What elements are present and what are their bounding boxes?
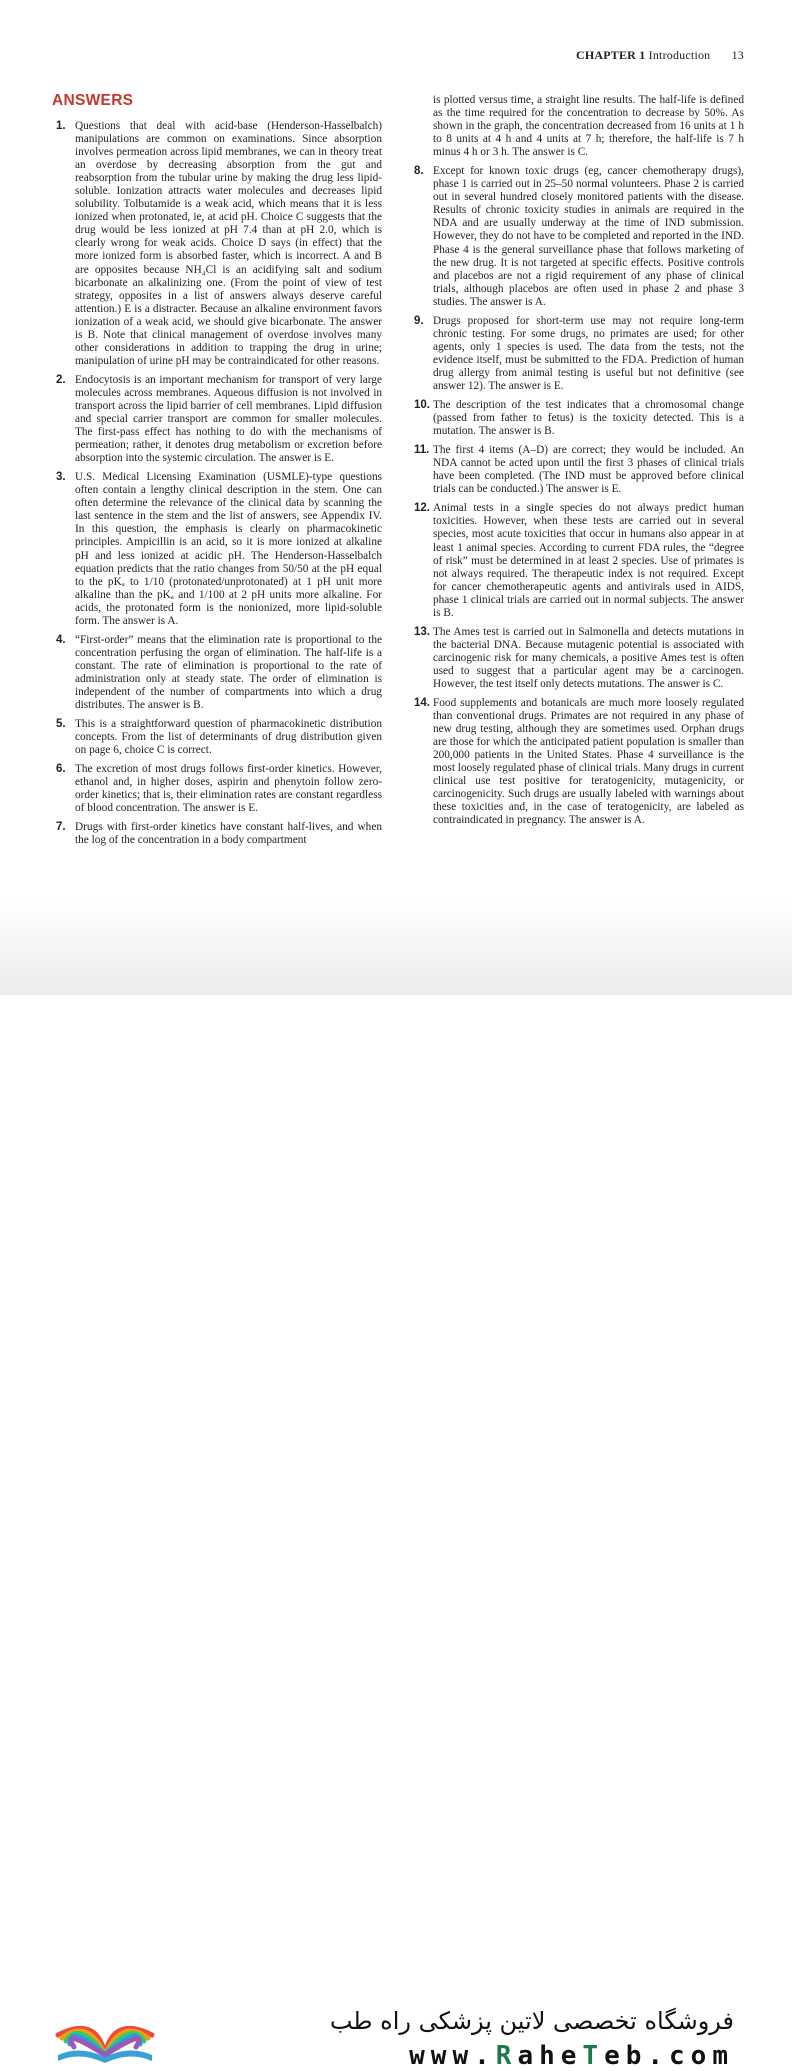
answer-text: Animal tests in a single species do not always predict human toxicities. However, when these tests are carried out in several species, most acute toxicities that occur in humans also appear in at least 1 animal species. According to current FDA rules, the “degree of risk” must be determined in at least 2 species. Use of primates is not always required. The therapeutic index is not required. Except for cancer chemotherapeutic agents and antivirals used in AIDS, phase 1 clinical trials are carried out in normal subjects. The answer is B. bbox=[433, 502, 744, 619]
url-suffix: .com bbox=[647, 2041, 734, 2071]
answer-number: 4. bbox=[56, 633, 66, 646]
page-number: 13 bbox=[731, 48, 744, 62]
url-letter-r: R bbox=[495, 2041, 518, 2071]
answer-text: This is a straightforward question of pharmacokinetic distribution concepts. From the list of determinants of drug distribution given on page 6, choice C is correct. bbox=[75, 718, 382, 757]
answer-text: Drugs proposed for short-term use may not require long-term chronic testing. For some drugs, no primates are used; for other agents, only 1 species is used. The data from the tests, not the evidence itself, must be submitted to the FDA. Prediction of human drug allergy from animal testing is useful but not definitive (see answer 12). The answer is E. bbox=[433, 314, 744, 392]
right-column bbox=[414, 94, 744, 833]
answer-text: Food supplements and botanicals are much more loosely regulated than conventional drugs. Primates are not required in any phase of new drug testing, although they are sometimes used. Orphan drugs are those for which the anticipated patient population is smaller than 200,000 patients in the United States. Phase 4 surveillance is the most loosely regulated phase of clinical trials. Many drugs in current clinical use test positive for teratogenicity, mutagenicity, or carcinogenicity. Such drugs are usually labeled with warnings about these toxicities and, in the case of teratogenicity, are labeled as contraindicated in pregnancy. The answer is A. bbox=[433, 697, 744, 827]
answer-number: 6. bbox=[56, 763, 66, 776]
answer-text: “First-order” means that the elimination rate is proportional to the concentration perfusing the organ of elimination. The half-life is a constant. The rate of elimination is proportional to the rate of administration only at steady state. The order of elimination is independent of the number of compartments into which a drug distributes. The answer is B. bbox=[75, 633, 382, 712]
answer-number: 7. bbox=[56, 821, 66, 834]
answer-text: The Ames test is carried out in Salmonella and detects mutations in the bacterial DNA. Because mutagenic potential is associated with carcinogenic risk for many chemicals, a positive Ames test is often used to suggest that a particular agent may be a carcinogen. However, the test itself only detects mutations. The answer is C. bbox=[433, 625, 744, 690]
answer-item bbox=[414, 444, 744, 496]
answer-text: The excretion of most drugs follows first-order kinetics. However, ethanol and, in higher doses, aspirin and phenytoin follow zero-order kinetics; that is, their elimination rates are constant regardless of blood concentration. The answer is E. bbox=[75, 763, 382, 815]
open-book-logo-icon bbox=[50, 2005, 160, 2067]
url-part-ahe: ahe bbox=[517, 2041, 583, 2071]
answer-number: 10. bbox=[414, 399, 430, 412]
answer-item bbox=[414, 315, 744, 393]
answer-number: 3. bbox=[56, 471, 66, 484]
answer-item bbox=[56, 821, 382, 847]
answer-number: 11. bbox=[414, 444, 430, 457]
answer-item bbox=[56, 718, 382, 757]
answer-text: The first 4 items (A–D) are correct; they would be included. An NDA cannot be acted upon until the first 3 phases of clinical trials have been completed. (The IND must be approved before clinical trials can be conducted.) The answer is E. bbox=[433, 444, 744, 496]
left-column bbox=[56, 120, 382, 853]
answer-number: 13. bbox=[414, 625, 430, 638]
answer-text: The description of the test indicates that a chromosomal change (passed from father to fetus) is the toxicity detected. This is a mutation. The answer is B. bbox=[433, 399, 744, 438]
book-page bbox=[0, 0, 792, 995]
answer-text: Questions that deal with acid-base (Henderson-Hasselbalch) manipulations are common on examinations. Since absorption involves permeation across lipid membranes, we can in theory treat an overdose by decreasing absorption from the gut and reabsorption from the tubular urine by making the drug less lipid-soluble. Ionization attracts water molecules and decreases lipid solubility. Tolbutamide is a weak acid, which means that it is less ionized when protonated, ie, at acid pH. Choice C suggests that the drug would be less ionized at pH 7.4 than at pH 2.0, which is clearly wrong for weak acids. Choice D says (in effect) that the more ionized form is absorbed faster, which is incorrect. A and B are opposites because NH₄Cl is an acidifying salt and sodium bicarbonate an alkalinizing one. (From the point of view of test strategy, opposites in a list of answers always deserve careful attention.) E is a distracter. Because an alkaline environment favors ionization of a weak acid, we should give bicarbonate. The answer is B. Note that clinical management of overdose involves many other considerations in addition to trapping the drug in urine; manipulation of urine pH may be contraindicated for other reasons. bbox=[75, 120, 382, 367]
section-label: Introduction bbox=[648, 48, 711, 62]
answer-number: 12. bbox=[414, 502, 430, 515]
answer-item bbox=[414, 165, 744, 309]
answer-number: 8. bbox=[414, 165, 424, 178]
url-letter-t: T bbox=[582, 2041, 605, 2071]
page-bottom-shadow bbox=[0, 900, 792, 995]
answer-item bbox=[56, 374, 382, 465]
store-name: فروشگاه تخصصی لاتین پزشکی راه طب bbox=[329, 2007, 734, 2035]
answer-item bbox=[56, 120, 382, 368]
answer-number: 14. bbox=[414, 697, 430, 710]
url-prefix: www. bbox=[409, 2041, 496, 2071]
answer-item bbox=[414, 697, 744, 827]
answer-item bbox=[56, 634, 382, 712]
answer-item bbox=[414, 626, 744, 691]
answer-number: 9. bbox=[414, 314, 424, 327]
store-url[interactable] bbox=[409, 2041, 734, 2071]
answer-number: 5. bbox=[56, 718, 66, 731]
answer-text: Drugs with first-order kinetics have constant half-lives, and when the log of the concentration in a body compartment bbox=[75, 821, 382, 847]
answers-heading: ANSWERS bbox=[52, 92, 134, 109]
answer-item bbox=[414, 399, 744, 438]
answer-text: Endocytosis is an important mechanism for transport of very large molecules across membranes. Aqueous diffusion is not involved in transport across the lipid barrier of cell membranes. Lipid diffusion and special carrier transport are common for smaller molecules. The first-pass effect has nothing to do with the mechanisms of permeation; rather, it denotes drug metabolism or excretion before absorption into the systemic circulation. The answer is E. bbox=[75, 373, 382, 465]
answer-item bbox=[56, 471, 382, 628]
running-header bbox=[576, 48, 744, 63]
answer-text: U.S. Medical Licensing Examination (USMLE)-type questions often contain a lengthy clinical description in the stem. One can often determine the relevance of the clinical data by scanning the last sentence in the stem and the list of answers, see Appendix IV. In this question, the emphasis is clearly on pharmacokinetic principles. Ampicillin is an acid, so it is more ionized at alkaline pH and less ionized at acidic pH. The Henderson-Hasselbalch equation predicts that the ratio changes from 50/50 at the pH equal to the pKₐ to 1/10 (protonated/unprotonated) at 1 pH unit more alkaline than the pKₐ and 1/100 at 2 pH units more alkaline. For acids, the protonated form is the nonionized, more lipid-soluble form. The answer is A. bbox=[75, 471, 382, 627]
answer-text: Except for known toxic drugs (eg, cancer chemotherapy drugs), phase 1 is carried out in 25–50 normal volunteers. Phase 2 is carried out in several hundred closely monitored patients with the disease. Results of chronic toxicity studies in animals are required in the NDA and are usually underway at the time of IND submission. However, they do not have to be completed and reported in the IND. Phase 4 is the general surveillance phase that follows marketing of the new drug. It is not targeted at specific effects. Positive controls and placebos are not a rigid requirement of any phase of clinical trials, although placebos are often used in phase 2 and phase 3 studies. The answer is A. bbox=[433, 165, 744, 308]
store-footer bbox=[0, 995, 792, 2071]
answer-7-continuation: is plotted versus time, a straight line results. The half-life is defined as the time required for the concentration to decrease by 50%. As shown in the graph, the concentration decreased from 16 units at 1 h to 8 units at 4 h and 4 units at 7 h; therefore, the half-life is 7 h minus 4 h or 3 h. The answer is C. bbox=[433, 94, 744, 159]
answer-number: 2. bbox=[56, 373, 66, 386]
answer-item bbox=[414, 502, 744, 619]
chapter-label: CHAPTER 1 bbox=[575, 48, 646, 62]
answer-number: 1. bbox=[56, 120, 66, 132]
url-part-eb: eb bbox=[604, 2041, 648, 2071]
answer-item bbox=[56, 763, 382, 815]
